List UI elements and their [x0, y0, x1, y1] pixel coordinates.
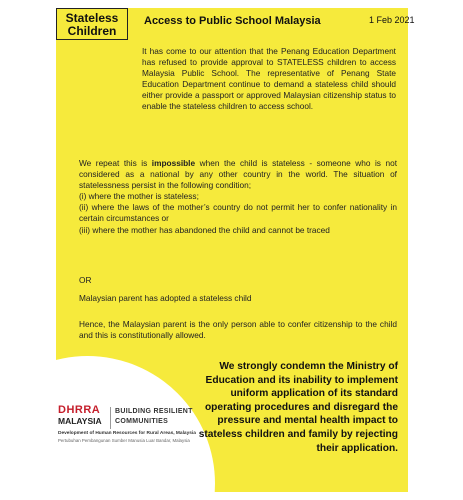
- logo-tagline: [115, 407, 193, 427]
- stateless-children-badge: [56, 8, 128, 40]
- logo-subtitle-en: Development of Human Resources for Rural Areas, Malaysia: [58, 431, 196, 436]
- statelessness-lead: [79, 158, 397, 191]
- condemn-statement: We strongly condemn the Ministry of Education and its inability to implement uniform application of its standard operating procedures and disregard the pressure and mental health impact to stateless children and family by rejecting their application.: [198, 361, 398, 454]
- condition-item: (i) where the mother is stateless;: [79, 191, 199, 202]
- logo-subtitle-my: Pertubuhan Pembangunan Sumber Manusia Luar Bandar, Malaysia: [58, 438, 190, 443]
- lead-text-2: when the child is stateless - someone who is not considered as a national by any other country in the world. The situation of statelessness persist in the following condition;: [79, 158, 397, 191]
- logo-name: DHRRA: [58, 404, 101, 416]
- logo-country: MALAYSIA: [58, 416, 102, 426]
- condition-item: (ii) where the laws of the mother’s country do not permit her to confer nationality in certain circumstances or: [79, 202, 397, 224]
- hence-paragraph: Hence, the Malaysian parent is the only person able to confer citizenship to the child and this is constitutionally allowed.: [79, 319, 397, 341]
- lead-bold: impossible: [151, 158, 196, 168]
- adopted-line: Malaysian parent has adopted a stateless child: [79, 293, 252, 303]
- condition-item: (iii) where the mother has abandoned the child and cannot be traced: [79, 224, 330, 235]
- logo-mark: [58, 405, 108, 427]
- or-label: OR: [79, 275, 92, 285]
- statelessness-paragraph: [79, 158, 397, 236]
- dhrra-logo: [58, 405, 198, 463]
- tagline-line-1: BUILDING RESILIENT: [115, 408, 193, 415]
- document-title: Access to Public School Malaysia: [144, 15, 321, 27]
- logo-divider: [110, 407, 111, 429]
- badge-line-1: Stateless: [65, 11, 119, 25]
- badge-line-2: Children: [67, 24, 117, 38]
- document-date: 1 Feb 2021: [369, 15, 415, 25]
- tagline-line-2: COMMUNITIES: [115, 418, 169, 425]
- intro-paragraph: It has come to our attention that the Penang Education Department has refused to provide approval to STATELESS children to access Malaysia Public School. The representative of Penang State Education Department continue to demand a stateless child should either provide a passport or approved Malaysian citizenship status to enable the stateless children to access school.: [142, 46, 396, 112]
- lead-text-1: We repeat this is: [79, 158, 152, 168]
